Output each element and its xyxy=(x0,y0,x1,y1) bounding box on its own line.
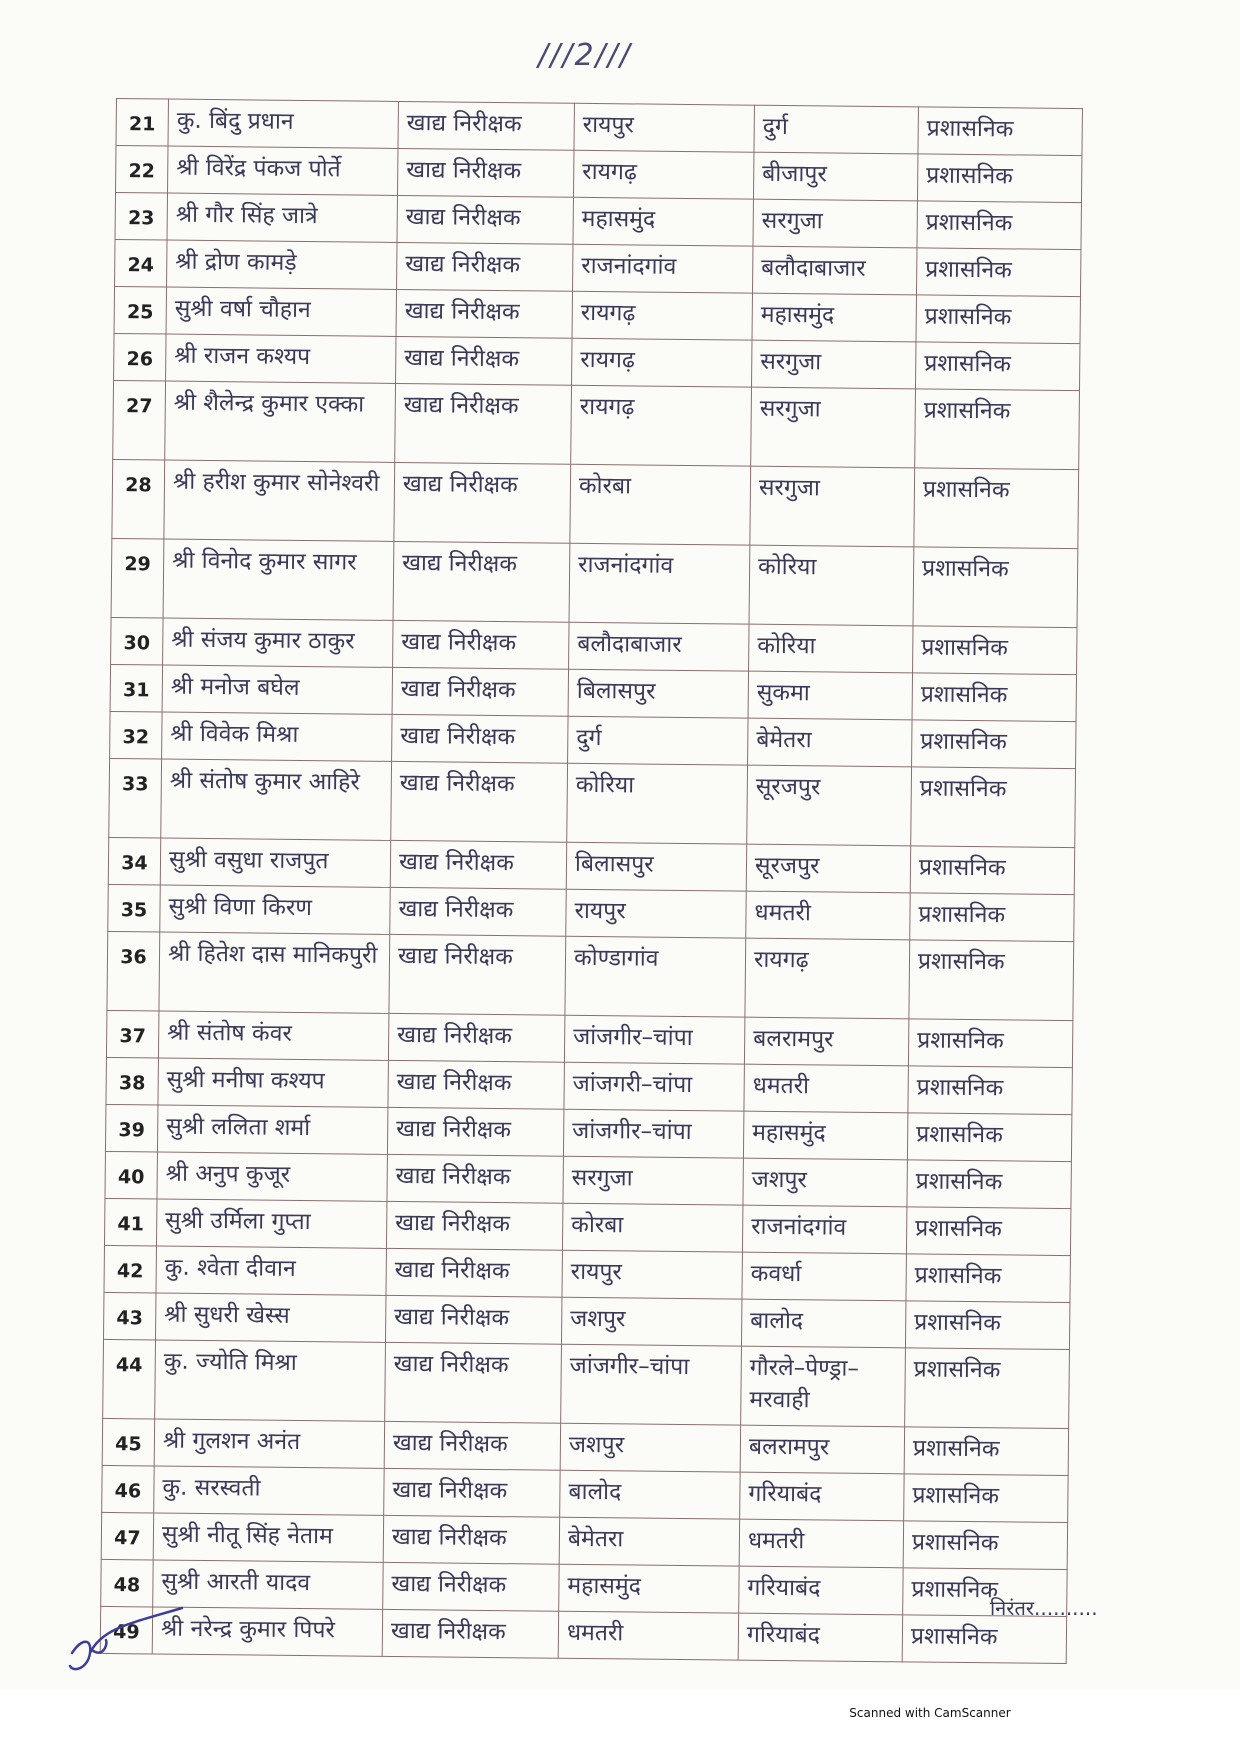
cell-transfer-district: सरगुजा xyxy=(750,466,915,547)
cell-designation: खाद्य निरीक्षक xyxy=(393,620,569,669)
table-row xyxy=(112,459,1079,548)
cell-serial-number: 26 xyxy=(114,333,166,381)
cell-transfer-district: बेमेतरा xyxy=(748,718,912,767)
cell-serial-number: 40 xyxy=(105,1151,157,1199)
cell-transfer-reason: प्रशासनिक xyxy=(908,1019,1072,1068)
cell-designation: खाद्य निरीक्षक xyxy=(387,1154,563,1203)
table-row xyxy=(103,1339,1070,1428)
cell-designation: खाद्य निरीक्षक xyxy=(392,714,568,763)
cell-current-district: बिलासपुर xyxy=(566,842,746,891)
cell-transfer-district: बालोद xyxy=(741,1299,905,1348)
cell-transfer-district: सूरजपुर xyxy=(747,765,912,846)
cell-employee-name: सुश्री ललिता शर्मा xyxy=(157,1105,387,1154)
cell-transfer-district: कवर्धा xyxy=(742,1252,906,1301)
cell-current-district: बेमेतरा xyxy=(559,1517,739,1566)
cell-transfer-district: राजनांदगांव xyxy=(742,1205,906,1254)
cell-serial-number: 37 xyxy=(106,1010,158,1058)
cell-employee-name: श्री संतोष कंवर xyxy=(158,1011,388,1060)
cell-transfer-reason: प्रशासनिक xyxy=(917,154,1081,203)
cell-serial-number: 23 xyxy=(115,193,167,241)
cell-employee-name: श्री राजन कश्यप xyxy=(166,334,396,383)
cell-employee-name: श्री हितेश दास मानिकपुरी xyxy=(159,932,390,1013)
cell-designation: खाद्य निरीक्षक xyxy=(397,242,573,291)
cell-transfer-district: धमतरी xyxy=(739,1519,903,1568)
page-number: ///2/// xyxy=(538,38,632,73)
cell-current-district: दुर्ग xyxy=(568,716,748,765)
cell-transfer-district: कोरिया xyxy=(749,545,914,626)
cell-designation: खाद्य निरीक्षक xyxy=(388,1060,564,1109)
signature-icon xyxy=(62,1598,192,1678)
cell-transfer-reason: प्रशासनिक xyxy=(908,1066,1072,1115)
cell-transfer-district: जशपुर xyxy=(743,1158,907,1207)
cell-employee-name: श्री संतोष कुमार आहिरे xyxy=(161,759,392,840)
cell-transfer-reason: प्रशासनिक xyxy=(906,1207,1070,1256)
cell-employee-name: सुश्री मनीषा कश्यप xyxy=(158,1058,388,1107)
cell-transfer-reason: प्रशासनिक xyxy=(905,1301,1069,1350)
cell-serial-number: 34 xyxy=(108,837,160,885)
cell-current-district: रायगढ़ xyxy=(573,150,753,199)
cell-serial-number: 21 xyxy=(116,99,168,147)
cell-transfer-reason: प्रशासनिक xyxy=(914,468,1079,549)
cell-current-district: रायपुर xyxy=(574,103,754,152)
cell-serial-number: 48 xyxy=(101,1559,153,1607)
cell-employee-name: श्री द्रोण कामड़े xyxy=(167,240,397,289)
cell-transfer-district: सरगुजा xyxy=(751,387,916,468)
cell-transfer-reason: प्रशासनिक xyxy=(904,1474,1068,1523)
cell-current-district: बालोद xyxy=(560,1470,740,1519)
cell-serial-number: 41 xyxy=(104,1198,156,1246)
cell-transfer-reason: प्रशासनिक xyxy=(916,248,1080,297)
cell-designation: खाद्य निरीक्षक xyxy=(397,195,573,244)
cell-transfer-district: दुर्ग xyxy=(754,105,918,154)
cell-transfer-reason: प्रशासनिक xyxy=(904,1427,1068,1476)
cell-current-district: कोरबा xyxy=(570,464,751,545)
cell-transfer-reason: प्रशासनिक xyxy=(918,107,1082,156)
cell-transfer-district: महासमुंद xyxy=(743,1111,907,1160)
cell-serial-number: 39 xyxy=(105,1104,157,1152)
cell-transfer-reason: प्रशासनिक xyxy=(911,767,1076,848)
cell-transfer-reason: प्रशासनिक xyxy=(907,1113,1071,1162)
cell-transfer-district: महासमुंद xyxy=(752,293,916,342)
cell-designation: खाद्य निरीक्षक xyxy=(396,289,572,338)
cell-designation: खाद्य निरीक्षक xyxy=(391,761,568,842)
cell-current-district: रायगढ़ xyxy=(572,291,752,340)
cell-transfer-district: बीजापुर xyxy=(753,152,917,201)
cell-serial-number: 46 xyxy=(102,1465,154,1513)
cell-transfer-district: बलौदाबाजार xyxy=(752,246,916,295)
table-row xyxy=(100,1606,1066,1663)
cell-transfer-district: कोरिया xyxy=(749,624,913,673)
cell-designation: खाद्य निरीक्षक xyxy=(389,934,566,1015)
table-row xyxy=(113,380,1080,469)
scanner-footer: Scanned with CamScanner xyxy=(849,1706,1011,1720)
cell-employee-name: श्री गुलशन अनंत xyxy=(154,1419,384,1468)
cell-serial-number: 45 xyxy=(102,1418,154,1466)
cell-employee-name: सुश्री आरती यादव xyxy=(153,1560,383,1609)
cell-serial-number: 42 xyxy=(104,1245,156,1293)
cell-transfer-district: गौरले–पेण्ड्रा–मरवाही xyxy=(741,1346,906,1427)
cell-serial-number: 25 xyxy=(114,286,166,334)
cell-current-district: जशपुर xyxy=(560,1423,740,1472)
table-row xyxy=(109,758,1076,847)
cell-current-district: धमतरी xyxy=(558,1611,738,1660)
cell-current-district: रायपुर xyxy=(562,1250,742,1299)
transfer-table xyxy=(100,98,1083,1664)
cell-serial-number: 28 xyxy=(112,459,165,539)
cell-designation: खाद्य निरीक्षक xyxy=(383,1515,559,1564)
cell-designation: खाद्य निरीक्षक xyxy=(385,1295,561,1344)
continued-note: निरंतर.......... xyxy=(990,1596,1098,1620)
cell-serial-number: 31 xyxy=(110,664,162,712)
cell-current-district: महासमुंद xyxy=(573,197,753,246)
cell-serial-number: 30 xyxy=(111,617,163,665)
cell-transfer-reason: प्रशासनिक xyxy=(915,389,1080,470)
cell-employee-name: सुश्री विणा किरण xyxy=(160,885,390,934)
cell-current-district: जांजगीर–चांपा xyxy=(563,1109,743,1158)
cell-designation: खाद्य निरीक्षक xyxy=(390,840,566,889)
cell-transfer-district: धमतरी xyxy=(744,1064,908,1113)
cell-designation: खाद्य निरीक्षक xyxy=(382,1609,558,1658)
cell-serial-number: 49 xyxy=(100,1606,152,1654)
cell-serial-number: 24 xyxy=(115,239,167,287)
cell-designation: खाद्य निरीक्षक xyxy=(395,383,572,464)
cell-designation: खाद्य निरीक्षक xyxy=(398,101,574,150)
cell-designation: खाद्य निरीक्षक xyxy=(387,1107,563,1156)
cell-transfer-district: गरियाबंद xyxy=(738,1613,902,1662)
cell-current-district: कोरिया xyxy=(567,763,748,844)
cell-transfer-reason: प्रशासनिक xyxy=(903,1521,1067,1570)
cell-transfer-reason: प्रशासनिक xyxy=(915,342,1079,391)
cell-transfer-reason: प्रशासनिक xyxy=(910,846,1074,895)
cell-employee-name: कु. ज्योति मिश्रा xyxy=(155,1340,386,1421)
cell-transfer-reason: प्रशासनिक xyxy=(909,940,1074,1021)
cell-transfer-reason: प्रशासनिक xyxy=(917,201,1081,250)
cell-employee-name: श्री अनुप कुजूर xyxy=(157,1152,387,1201)
cell-serial-number: 22 xyxy=(116,146,168,194)
cell-designation: खाद्य निरीक्षक xyxy=(386,1248,562,1297)
cell-employee-name: श्री नरेन्द्र कुमार पिपरे xyxy=(152,1607,382,1656)
cell-transfer-district: सरगुजा xyxy=(752,340,916,389)
cell-current-district: जांजगीर–चांपा xyxy=(561,1344,742,1425)
cell-transfer-reason: प्रशासनिक xyxy=(913,626,1077,675)
cell-transfer-district: धमतरी xyxy=(746,891,910,940)
cell-employee-name: श्री विवेक मिश्रा xyxy=(162,712,392,761)
cell-designation: खाद्य निरीक्षक xyxy=(386,1201,562,1250)
cell-employee-name: कु. बिंदु प्रधान xyxy=(168,99,398,148)
cell-transfer-reason: प्रशासनिक xyxy=(907,1160,1071,1209)
cell-designation: खाद्य निरीक्षक xyxy=(397,148,573,197)
cell-transfer-district: सरगुजा xyxy=(753,199,917,248)
cell-designation: खाद्य निरीक्षक xyxy=(383,1562,559,1611)
cell-serial-number: 36 xyxy=(107,931,160,1011)
cell-transfer-district: रायगढ़ xyxy=(745,938,910,1019)
cell-serial-number: 44 xyxy=(103,1339,156,1419)
table-row xyxy=(111,538,1078,627)
cell-employee-name: श्री विनोद कुमार सागर xyxy=(163,539,394,620)
cell-designation: खाद्य निरीक्षक xyxy=(392,667,568,716)
cell-serial-number: 35 xyxy=(108,884,160,932)
transfer-table-body xyxy=(100,99,1082,1664)
cell-transfer-reason: प्रशासनिक xyxy=(903,1568,1067,1617)
cell-employee-name: सुश्री उर्मिला गुप्ता xyxy=(156,1199,386,1248)
cell-serial-number: 47 xyxy=(101,1512,153,1560)
cell-designation: खाद्य निरीक्षक xyxy=(385,1342,562,1423)
cell-designation: खाद्य निरीक्षक xyxy=(396,336,572,385)
cell-designation: खाद्य निरीक्षक xyxy=(390,887,566,936)
cell-transfer-district: सूरजपुर xyxy=(746,844,910,893)
cell-employee-name: श्री गौर सिंह जात्रे xyxy=(167,193,397,242)
cell-current-district: रायपुर xyxy=(566,889,746,938)
cell-serial-number: 33 xyxy=(109,758,162,838)
cell-transfer-district: बलरामपुर xyxy=(740,1425,904,1474)
table-row xyxy=(107,931,1074,1020)
cell-transfer-reason: प्रशासनिक xyxy=(910,893,1074,942)
cell-transfer-district: सुकमा xyxy=(748,671,912,720)
cell-employee-name: कु. सरस्वती xyxy=(154,1466,384,1515)
cell-transfer-reason: प्रशासनिक xyxy=(912,673,1076,722)
cell-transfer-reason: प्रशासनिक xyxy=(902,1615,1066,1664)
cell-employee-name: श्री सुधरी खेस्स xyxy=(155,1293,385,1342)
cell-transfer-reason: प्रशासनिक xyxy=(905,1348,1070,1429)
cell-transfer-district: गरियाबंद xyxy=(739,1566,903,1615)
cell-current-district: राजनांदगांव xyxy=(569,543,750,624)
cell-employee-name: श्री मनोज बघेल xyxy=(162,665,392,714)
cell-current-district: राजनांदगांव xyxy=(573,244,753,293)
cell-transfer-reason: प्रशासनिक xyxy=(906,1254,1070,1303)
cell-employee-name: सुश्री नीतू सिंह नेताम xyxy=(153,1513,383,1562)
cell-current-district: महासमुंद xyxy=(559,1564,739,1613)
cell-designation: खाद्य निरीक्षक xyxy=(384,1468,560,1517)
cell-current-district: जांजगीर–चांपा xyxy=(564,1015,744,1064)
cell-current-district: रायगढ़ xyxy=(571,385,752,466)
cell-designation: खाद्य निरीक्षक xyxy=(388,1013,564,1062)
cell-current-district: कोरबा xyxy=(562,1203,742,1252)
cell-serial-number: 27 xyxy=(113,380,166,460)
cell-employee-name: कु. श्वेता दीवान xyxy=(156,1246,386,1295)
cell-serial-number: 32 xyxy=(110,711,162,759)
cell-current-district: जशपुर xyxy=(561,1297,741,1346)
cell-current-district: जांजगरी–चांपा xyxy=(564,1062,744,1111)
cell-serial-number: 38 xyxy=(106,1057,158,1105)
cell-employee-name: श्री हरीश कुमार सोनेश्वरी xyxy=(164,460,395,541)
cell-current-district: रायगढ़ xyxy=(572,338,752,387)
cell-designation: खाद्य निरीक्षक xyxy=(394,462,571,543)
cell-transfer-reason: प्रशासनिक xyxy=(916,295,1080,344)
cell-designation: खाद्य निरीक्षक xyxy=(384,1421,560,1470)
cell-current-district: बलौदाबाजार xyxy=(569,622,749,671)
cell-transfer-district: गरियाबंद xyxy=(740,1472,904,1521)
cell-designation: खाद्य निरीक्षक xyxy=(393,541,570,622)
cell-employee-name: सुश्री वसुधा राजपुत xyxy=(160,838,390,887)
cell-employee-name: सुश्री वर्षा चौहान xyxy=(166,287,396,336)
cell-current-district: कोण्डागांव xyxy=(565,936,746,1017)
cell-serial-number: 43 xyxy=(103,1292,155,1340)
cell-current-district: सरगुजा xyxy=(563,1156,743,1205)
cell-transfer-district: बलरामपुर xyxy=(744,1017,908,1066)
cell-employee-name: श्री संजय कुमार ठाकुर xyxy=(163,618,393,667)
cell-transfer-reason: प्रशासनिक xyxy=(912,720,1076,769)
cell-employee-name: श्री शैलेन्द्र कुमार एक्का xyxy=(165,381,396,462)
cell-current-district: बिलासपुर xyxy=(568,669,748,718)
cell-transfer-reason: प्रशासनिक xyxy=(913,547,1078,628)
cell-employee-name: श्री विरेंद्र पंकज पोर्ते xyxy=(168,146,398,195)
cell-serial-number: 29 xyxy=(111,538,164,618)
